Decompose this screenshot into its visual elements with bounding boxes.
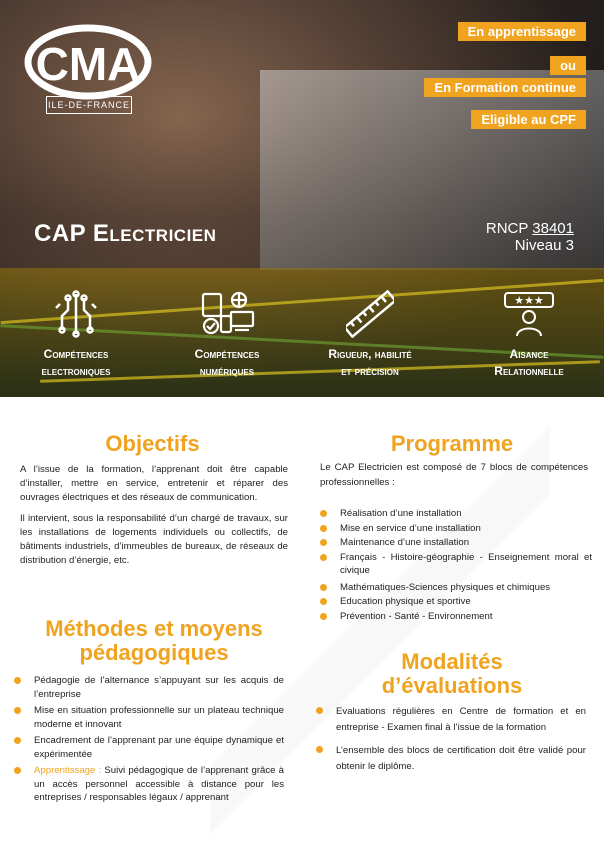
bullet-icon: [14, 677, 21, 684]
modalites-list: [316, 704, 586, 775]
skill-line2: et précision: [341, 364, 399, 378]
logo-text: CMA: [35, 38, 141, 90]
skill-line2: electroniques: [41, 364, 111, 378]
skill-line2: Relationnelle: [494, 364, 564, 378]
list-item: Maintenance d’une installation: [320, 536, 592, 550]
modalites-heading: Modalités d’évaluations: [381, 649, 523, 698]
logo-subtitle: ILE-DE-FRANCE: [46, 96, 132, 114]
objectifs-paragraph-1: A l’issue de la formation, l’apprenant doit être capable d’installer, mettre en service, entretenir et réparer des ouvrages électriques et des réseaux de communication.: [20, 464, 288, 503]
bullet-icon: [320, 539, 327, 546]
bullet-icon: [320, 510, 327, 517]
skill-electroniques: [11, 290, 141, 380]
bullet-icon: [316, 746, 323, 753]
tag-formation-continue: En Formation continue: [424, 78, 586, 97]
rncp-prefix: RNCP: [485, 220, 533, 237]
tag-apprentissage: En apprentissage: [458, 22, 586, 41]
circuit-icon: [52, 290, 100, 338]
programme-heading: Programme: [390, 431, 514, 456]
bullet-icon: [320, 554, 327, 561]
skill-relationnelle: [464, 290, 594, 380]
tag-cpf: Eligible au CPF: [471, 110, 586, 129]
methodes-heading: Méthodes et moyens pédagogiques: [45, 616, 263, 665]
list-item: Français - Histoire-géographie - Enseignement moral et civique: [320, 551, 592, 578]
bullet-icon: [316, 707, 323, 714]
list-item: Mise en situation professionnelle sur un plateau technique moderne et innovant: [14, 704, 284, 731]
list-item: L’ensemble des blocs de certification doit être validé pour obtenir le diplôme.: [316, 743, 586, 774]
list-item: Réalisation d’une installation: [320, 507, 592, 521]
skill-line1: Rigueur, habilité: [328, 347, 412, 361]
bullet-icon: [320, 598, 327, 605]
svg-text:★★★: ★★★: [514, 294, 544, 307]
skill-line1: Aisance: [509, 347, 549, 361]
page-title: CAP Electricien: [34, 220, 217, 247]
tag-ou: ou: [550, 56, 586, 75]
rncp-number: 38401: [532, 220, 574, 237]
devices-icon: [197, 290, 257, 338]
bullet-icon: [320, 584, 327, 591]
objectifs-heading: Objectifs: [105, 431, 200, 456]
ruler-icon: [346, 290, 394, 338]
skill-line2: numériques: [199, 364, 255, 378]
list-item: Mathématiques-Sciences physiques et chimiques: [320, 581, 592, 595]
list-item: Apprentissage : Suivi pédagogique de l’apprenant grâce à un accès personnel accessible à distance pour les entreprises / responsables légaux / apprenant: [14, 764, 284, 805]
methodes-list: [14, 674, 284, 806]
programme-list: [320, 507, 592, 624]
list-item: Prévention - Santé - Environnement: [320, 610, 592, 624]
list-item: Evaluations régulières en Centre de formation et en entreprise - Examen final à l’issue de la formation: [316, 704, 586, 735]
rating-person-icon: [501, 290, 557, 338]
level: Niveau 3: [514, 237, 574, 254]
bullet-icon: [14, 767, 21, 774]
list-item: Mise en service d’une installation: [320, 522, 592, 536]
list-item: Pédagogie de l’alternance s’appuyant sur les acquis de l’entreprise: [14, 674, 284, 701]
bullet-icon: [14, 737, 21, 744]
skill-line1: Compétences: [43, 347, 109, 361]
objectifs-paragraph-2: Il intervient, sous la responsabilité d’un chargé de travaux, sur les installations de logements individuels ou collectifs, de bâtiments industriels, d’immeubles de bureaux, de réseaux de distribution d’énergie, etc.: [20, 513, 288, 566]
bullet-icon: [320, 525, 327, 532]
skill-numeriques: [162, 290, 292, 380]
bullet-icon: [320, 613, 327, 620]
list-item: Education physique et sportive: [320, 595, 592, 609]
programme-intro: Le CAP Electricien est composé de 7 blocs de compétences professionnelles :: [320, 462, 588, 488]
skill-rigueur: [305, 290, 435, 380]
list-item: Encadrement de l’apprenant par une équipe dynamique et expérimentée: [14, 734, 284, 761]
rncp-block: [486, 220, 574, 254]
bullet-icon: [14, 707, 21, 714]
skill-line1: Compétences: [194, 347, 260, 361]
